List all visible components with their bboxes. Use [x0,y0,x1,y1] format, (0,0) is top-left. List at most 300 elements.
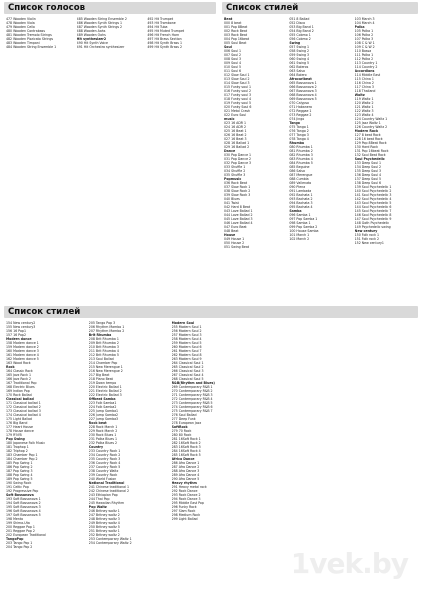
list-item: 290 Afro Dance 5 [171,477,200,481]
list-item: 243 Ethiopian Pop [88,493,118,497]
list-item: 168 Electric Blues [6,385,35,389]
list-item: 198 Mento [6,517,24,521]
list-item: 093 Bachata 2 [289,197,313,201]
list-item: 100 House Samba [289,229,319,233]
category-heading: Hit synthesizer2 [76,37,107,41]
list-item: 190 Swing Rock [6,481,32,485]
list-item: 199 Shima-Uta [6,521,30,525]
list-item: 298 Medium Rock [171,513,201,517]
list-item: 048 Beat [224,229,239,233]
list-item: 263 Modern Soul 9 [171,357,202,361]
list-item: 244 Thai Pop [88,497,110,501]
list-item: 203 Tango Pop 1 [6,541,33,545]
list-item: 070 Calypso [289,101,310,105]
list-item: 178 House dance [6,429,34,433]
category-heading: Polka [354,25,365,29]
list-item: 278 European Jazz [171,421,202,425]
list-item: 239 Country Rock [88,473,118,477]
list-item: 084 Rhumba 5 [289,161,313,165]
list-item: 213 Soul Ballad [88,357,114,361]
category-heading: TangoPop [6,537,24,541]
list-item: 054 Big Band 2 [289,29,314,33]
list-item: 255 Modern Soul 1 [171,325,202,329]
list-item: 055 Cobmo 1 [289,33,311,37]
list-item: 204 Tango Pop 2 [6,545,33,549]
list-item: 221 Electric Ballad 2 [88,389,122,393]
list-item: 169 Indian Pop [6,389,30,393]
list-item: 289 Afro Dance 4 [171,473,200,477]
category-heading: Modern Rock [354,129,379,133]
list-item: 162 Modern dance 5 [6,357,39,361]
list-column [147,17,214,49]
list-item: 147 Soul Psychedelic 9 [354,217,392,221]
list-item: 229 Rock March 2 [88,429,118,433]
list-item: 174 Classical ballad 4 [6,413,41,417]
list-item: 077 Tango 3 [289,133,309,137]
list-item: 152 New century1 [354,241,384,245]
list-item: 123 Waltz 4 [354,113,374,117]
list-item: 497 Hit Brass Section [147,37,182,41]
list-item: 154 New century2 [6,321,36,325]
list-item: 262 Modern Soul 8 [171,353,202,357]
list-item: 090 Plena [289,185,306,189]
category-heading: Waltz [354,93,365,97]
category-heading: New century [354,229,378,233]
list-item: 219 Down tempo [88,381,117,385]
list-item: 029 16 Ballad 2 [224,145,250,149]
list-item: 121 Waltz 1 [354,105,374,109]
list-item: 480 Wooden Contrabass [6,29,45,33]
list-item: 107 Polka 3 [354,37,374,41]
list-item: 248 Britney waltz 3 [88,517,120,521]
list-item: 015 Funky soul 1 [224,85,251,89]
list-item: 240 World Fusion [88,477,117,481]
list-item: 022 Euro Soul [224,113,247,117]
category-heading: Heavy rhythm [171,481,197,485]
list-item: 188 Pop Swing 4 [6,473,33,477]
category-heading: Offbeat Samba [88,397,116,401]
list-item: 195 Soft Bossanova 3 [6,505,41,509]
list-item: 274 Contemporary R&B 6 [171,405,213,409]
list-item: 201 Reggae Pop 2 [6,529,35,533]
list-item: 295 Middle East Pop [171,501,204,505]
list-item: 267 Classical Soul 4 [171,373,204,377]
list-item: 283 16Soft Rock 3 [171,445,201,449]
list-item: 129 Pop 8Beat Rock [354,141,387,145]
list-item: 025 16 Beat 1 [224,129,247,133]
list-item: 488 Wooden Aahs [76,29,106,33]
list-item: 141 Soul Psychedelic 3 [354,193,392,197]
list-item: 276 Soul Ballad [171,413,197,417]
list-item: 034 Shuffle 2 [224,169,246,173]
list-item: 266 Classical Soul 3 [171,369,204,373]
list-item: 017 Funky soul 3 [224,93,251,97]
list-item: 105 Polka 1 [354,29,374,33]
list-item: 258 Modern Soul 4 [171,337,202,341]
list-item: 037 Slow Rock 1 [224,185,251,189]
list-item: 064 Bolero [289,73,307,77]
list-column [254,321,333,549]
list-item: 131 Pop 16beat Rock [354,149,389,153]
list-item: 008 Soul 3 [224,57,242,61]
list-item: 112 Polka 2 [354,57,374,61]
list-item: 016 Funky soul 2 [224,89,251,93]
list-item: 287 Afro Dance 2 [171,465,200,469]
list-item: 220 Electric Ballad 1 [88,385,122,389]
list-item: 249 Britney waltz 4 [88,521,120,525]
list-item: 272 Contemporary R&B 4 [171,397,213,401]
list-item: 164 Classic Rock [6,369,33,373]
list-item: 012 Slow Soul 1 [224,73,250,77]
category-heading: Swing [289,41,301,45]
list-item: 089 Vallenato [289,181,312,185]
list-item: 067 Bossanova 3 [289,89,317,93]
list-item: 057 Swing 1 [289,45,310,49]
list-item: 007 Soul 2 [224,53,242,57]
list-item: 142 Soul Psychedelic 4 [354,197,392,201]
list-item: 222 Electric Ballad 3 [88,393,122,397]
list-item: 264 Classical Soul 1 [171,361,204,365]
list-item: 042 Hard 8 Beat [224,205,251,209]
list-item: 486 Wooden Synth Strings 1 [76,21,123,25]
list-item: 205 Tango Pop 3 [88,321,116,325]
list-item: 485 Wooden String Ensemble 2 [76,17,127,21]
list-item: 056 Cobmo 2 [289,37,311,41]
list-item: 134 Deep Soul 2 [354,165,382,169]
list-item: 281 16Soft Rock 1 [171,437,201,441]
list-item: 060 Swing 4 [289,57,310,61]
list-item: 028 16 Ballad 1 [224,141,250,145]
list-item: 140 Soul Psychedelic 2 [354,189,392,193]
list-item: 135 Deep Soul 3 [354,169,382,173]
list-item: 075 Tango 1 [289,125,309,129]
list-item: 041 Twist [224,201,239,205]
list-item: 496 Hit French Horn [147,33,180,37]
list-item: 071 Habanera [289,105,312,109]
list-item: 088 Cumbia [289,177,309,181]
list-item: 187 Pop Swing 3 [6,469,33,473]
list-item: 192 Progressive Pop [6,489,39,493]
list-item: 294 Rock Dance 3 [171,497,201,501]
list-item: 151 Folk rock 2 [354,237,379,241]
list-item: 038 Slow Rock 2 [224,189,251,193]
list-item: 072 Reggae 1 [289,109,312,113]
list-item: 179 R'N'B [6,433,22,437]
list-item: 226 Jump Samba2 [88,413,119,417]
list-item: 110 Bossa [354,49,372,53]
list-item: 103 March 3 [354,17,375,21]
list-item: 078 Tango 4 [289,137,309,141]
list-item: 491 Hit Orchestra synthesizer [76,45,125,49]
list-item: 200 Reggae Pop 1 [6,525,35,529]
list-item: 098 Samba 1 [289,221,311,225]
list-item: 479 Wooden Cello [6,25,35,29]
voices-section-title: Список голосов [4,2,216,14]
list-item: 171 Classical ballad 1 [6,401,41,405]
category-heading: Country [88,445,104,449]
list-item: 053 Big Band 1 [289,25,314,29]
list-item: 051 Swing Beat [224,245,250,249]
list-item: 288 Afro Dance 3 [171,469,200,473]
list-item: 246 Britney waltz 1 [88,509,120,513]
list-item: 257 Modern Soul 3 [171,333,202,337]
list-item: 180 Japanese Folk Music [6,441,46,445]
category-heading: Pop Waltz [88,505,107,509]
list-item: 182 Triphop 2 [6,449,28,453]
list-item: 003 Rock Beat [224,33,248,37]
category-heading: Soul Psychedelic [354,157,385,161]
list-item: 495 Hit Muted Trumpet [147,29,185,33]
list-item: 196 Soft Bossanova 4 [6,509,41,513]
list-item: 115 China 1 [354,77,374,81]
list-item: 232 Polka Blues 2 [88,441,118,445]
list-item: 254 Contemporary Waltz 2 [88,541,132,545]
list-item: 284 16Soft Rock 4 [171,449,201,453]
list-item: 277 Deep Funk [171,417,196,421]
list-item: 099 Pop Samba 2 [289,225,318,229]
category-heading: Rock beat [88,421,107,425]
list-item: 487 Wooden Synth Strings 2 [76,25,123,29]
list-item: 018 Funky soul 4 [224,97,251,101]
list-item: 113 Country 1 [354,61,378,65]
list-item: 279 70 Rock [171,429,192,433]
list-item: 207 Rhythm Mambo 2 [88,329,125,333]
list-item: 245 Hawaiian Rhythm [88,501,125,505]
list-item: 225 Jump Samba1 [88,409,119,413]
list-item: 058 Swing 2 [289,49,310,53]
list-item: 061 Swing 5 [289,61,310,65]
list-item: 236 Country Rock 4 [88,461,121,465]
list-item: 271 Contemporary R&B 3 [171,393,213,397]
category-heading: Tango [289,121,300,125]
list-item: 009 Soul 4 [224,61,242,65]
list-item: 118 Thailand [354,89,376,93]
list-item: 233 Country Rock 1 [88,449,121,453]
list-item: 000 8 beat [224,21,242,25]
list-item: 268 Classical Soul 5 [171,377,204,381]
list-item: 215 New Merengue 1 [88,365,123,369]
list-item: 484 Wooden String Ensemble 1 [6,45,57,49]
list-item: 224 Folk Samba2 [88,405,117,409]
list-item: 104 March 4 [354,21,375,25]
list-item: 094 Bachata 3 [289,201,313,205]
list-item: 026 16 Beat 2 [224,133,247,137]
list-item: 175 Light Ballad [6,417,32,421]
list-item: 014 Slow Soul 3 [224,81,250,85]
list-item: 046 Love Ballad 4 [224,221,253,225]
list-item: 133 Deep Soul 1 [354,161,382,165]
list-item: 136 Deep Soul 4 [354,173,382,177]
category-heading: Rock [6,365,15,369]
voices-section [4,2,216,60]
list-item: 030 Pop Dance 1 [224,153,252,157]
list-item: 081 Rhumba 2 [289,149,313,153]
list-item: 108 C & W 1 [354,41,375,45]
category-heading: Africa Dance [171,457,195,461]
list-item: 260 Modern Soul 6 [171,345,202,349]
list-item: 128 16 beat Rock [354,137,383,141]
list-item: 217 Big Beat [88,373,110,377]
list-item: 125 Jazz Waltz 1 [354,121,381,125]
list-item: 291 Heavy metal rock [171,485,207,489]
list-item: 117 China 3 [354,85,374,89]
list-item: 227 Jump Samba3 [88,417,119,421]
list-item: 124 Country Waltz 1 [354,117,388,121]
list-item: 148 Goth Psychedelic [354,221,390,225]
list-item: 126 Country Waltz 2 [354,125,388,129]
list-item: 111 Polka 1 [354,53,374,57]
list-item: 210 Brit Rhumba 3 [88,345,119,349]
category-heading: Modern Soul [171,321,195,325]
styles-top-section [222,2,418,292]
category-heading: Soft Bossanova [6,493,34,497]
list-item: 286 Afro Dance 1 [171,461,200,465]
list-item: 256 Modern Soul 2 [171,329,202,333]
list-item: 066 Bossanova 2 [289,85,317,89]
list-item: 165 Jazz Rock 1 [6,373,32,377]
list-item: 114 Middle East [354,73,381,77]
list-item: 002 Rock Beat [224,29,248,33]
list-item: 275 Contemporary R&B 7 [171,409,213,413]
list-column [6,17,73,49]
list-item: 033 Shuffle 1 [224,165,246,169]
styles-top-section-title: Список стилей [222,2,418,14]
list-item: 085 Beguine [289,165,310,169]
voices-columns [4,14,216,49]
list-item: 273 Contemporary R&B 5 [171,401,213,405]
list-item: 119 Waltz 1 [354,97,374,101]
list-item: 242 Chinese traditional 2 [88,489,130,493]
list-item: 082 Rhumba 3 [289,153,313,157]
list-item: 191 Celtic Pop [6,485,29,489]
list-item: 005 Soul Beat [224,41,247,45]
list-item: 160 Modern dance 3 [6,349,39,353]
list-item: 167 Traditional Pop [6,381,37,385]
category-heading: R&B(Rhythm and Blues) [171,381,215,385]
list-item: 010 Soul 5 [224,65,242,69]
list-item: 492 Hit Trumpet [147,17,174,21]
list-item: 235 Country Rock 3 [88,457,121,461]
list-item: 158 Modern dance 1 [6,341,39,345]
category-heading: House [224,233,236,237]
list-item: 259 Modern Soul 5 [171,341,202,345]
list-item: 149 Psychedelic swing [354,225,391,229]
list-item: 155 New century3 [6,325,36,329]
list-item: 027 16 Beat 3 [224,137,247,141]
category-heading: Accordions [354,69,375,73]
list-item: 051 8 Ballad [289,17,310,21]
list-item: 076 Tango 2 [289,129,309,133]
list-item: 035 Shuffle 3 [224,173,246,177]
list-item: 238 Country Waltz [88,469,119,473]
category-heading: Dance [224,149,236,153]
list-item: 253 Contemporary Waltz 1 [88,537,132,541]
list-item: 490 Hit Synth Voice [76,41,109,45]
list-item: 218 Piano Beat [88,377,113,381]
list-item: 086 Salsa [289,169,305,173]
list-item: 297 Slam Rock [171,509,196,513]
list-item: 176 Big Band [6,421,28,425]
list-item: 181 Trophop 1 [6,445,29,449]
list-item: 250 Britney waltz 5 [88,525,120,529]
list-item: 020 Funky Soul 6 [224,105,252,109]
list-item: 293 Rock Dance 2 [171,493,201,497]
list-item: 080 Rhumba 1 [289,145,313,149]
list-item: 024 16 ADR 2 [224,125,247,129]
styles-bottom-section-title: Список стилей [4,306,418,318]
list-item: 252 Britney waltz 2 [88,533,120,537]
list-item: 231 Polka Blues 1 [88,437,118,441]
list-item: 101 March 1 [289,233,310,237]
list-column [172,321,251,549]
list-item: 477 Wooden Violin [6,17,36,21]
list-item: 282 16Soft Rock 2 [171,441,201,445]
list-item: 194 Soft Bossanova 2 [6,501,41,505]
list-item: 143 Soul Psychedelic 5 [354,201,392,205]
list-item: 052 Disco [289,21,306,25]
list-item: 170 Rock Ballad [6,393,32,397]
list-item: 247 Britney waltz 2 [88,513,120,517]
list-item: 023 16 ADR 1 [224,121,247,125]
list-item: 237 Country Rock 5 [88,465,121,469]
category-heading: Soul [224,45,232,49]
category-heading: music [224,117,235,121]
list-item: 296 Funky Rock [171,505,197,509]
list-item: 040 Blues [224,197,240,201]
list-item: 212 Brit Rhumba 5 [88,353,119,357]
list-item: 163 Wood Rock [6,361,31,365]
list-item: 157 16 Pop2 [6,333,26,337]
category-heading: Pop Swing [6,437,25,441]
list-item: 494 Hit Tuba [147,25,168,29]
list-item: 241 Chinese traditional 1 [88,485,130,489]
category-heading: Rhumba [289,141,305,145]
list-item: 059 Swing 3 [289,53,310,57]
list-item: 161 Modern dance 4 [6,353,39,357]
list-item: 063 Salsa [289,69,305,73]
list-item: 481 Wooden Tremolo Strings [6,33,52,37]
list-column [77,17,144,49]
category-heading: Beat [224,17,233,21]
list-item: 074 Jingo [289,117,305,121]
list-item: 130 Hard Rock [354,145,379,149]
list-item: 013 Slow Soul 2 [224,77,250,81]
list-item: 202 European Traditional [6,533,46,537]
list-item: 270 Contemporary R&B 2 [171,389,213,393]
list-item: 021 Metal Crash [224,109,251,113]
list-item: 150 Folk rock 1 [354,233,379,237]
list-item: 120 Waltz 2 [354,101,374,105]
list-item: 285 16Soft Rock 5 [171,453,201,457]
list-item: 044 Love Ballad 2 [224,213,253,217]
list-item: 172 Classical ballad 2 [6,405,41,409]
category-heading: Brit Rhumba [88,333,112,337]
list-item: 073 Reggae 2 [289,113,312,117]
styles-top-columns [222,14,418,249]
list-item: 011 Soul 6 [224,69,242,73]
list-item: 083 Rhumba 4 [289,157,313,161]
list-item: 091 Lambada [289,189,312,193]
list-item: 138 Deep Soul 6 [354,181,382,185]
list-item: 087 Merengue [289,173,313,177]
list-item: 139 Soul Psychedelic 1 [354,185,392,189]
list-item: 206 Rhythm Mambo 1 [88,325,125,329]
list-item: 036 Rock Beat [224,181,248,185]
list-item: 145 Soul Psychedelic 7 [354,209,392,213]
list-item: 156 16 Pop1 [6,329,26,333]
category-heading: Samba [289,209,302,213]
list-item: 185 Pop Swing 1 [6,461,33,465]
